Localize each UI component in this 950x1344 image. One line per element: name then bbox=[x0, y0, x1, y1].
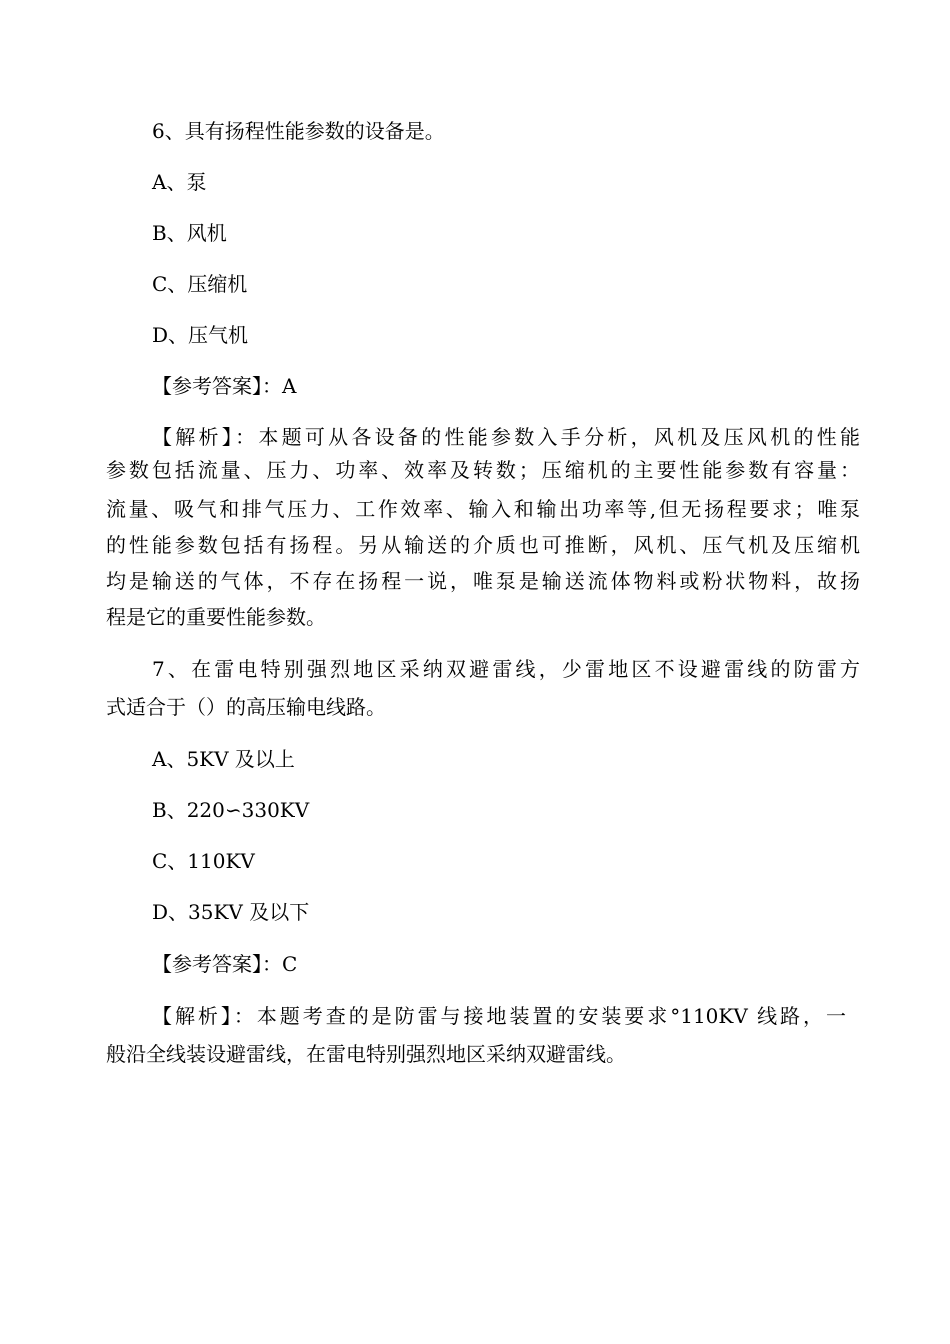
question-6-option-c: C、压缩机 bbox=[152, 272, 248, 296]
question-7-analysis-line: 般沿全线装设避雷线，在雷电特别强烈地区采纳双避雷线。 bbox=[106, 1042, 626, 1066]
question-7-option-a: A、5KV 及以上 bbox=[152, 747, 295, 771]
question-6-stem: 6、具有扬程性能参数的设备是。 bbox=[152, 119, 445, 143]
question-6-analysis-line: 程是它的重要性能参数。 bbox=[106, 605, 326, 629]
question-7-stem: 7、在雷电特别强烈地区采纳双避雷线，少雷地区不设避雷线的防雷方 bbox=[152, 657, 860, 681]
question-7-stem: 式适合于（）的高压输电线路。 bbox=[106, 695, 386, 719]
question-6-option-b: B、风机 bbox=[152, 221, 227, 245]
question-7-option-b: B、220∽330KV bbox=[152, 798, 310, 822]
question-6-option-d: D、压气机 bbox=[152, 323, 249, 347]
question-6-analysis-line: 【解析】：本题可从各设备的性能参数入手分析，风机及压风机的性能 bbox=[152, 425, 860, 449]
question-6-analysis-line: 参数包括流量、压力、功率、效率及转数；压缩机的主要性能参数有容量： bbox=[106, 458, 860, 482]
question-7-option-d: D、35KV 及以下 bbox=[152, 900, 310, 924]
question-6-analysis-line: 流量、吸气和排气压力、工作效率、输入和输出功率等,但无扬程要求；唯泵 bbox=[106, 497, 860, 521]
question-7-analysis-line: 【解析】：本题考查的是防雷与接地装置的安装要求°110KV 线路，一 bbox=[152, 1004, 846, 1028]
question-6-answer: 【参考答案】：A bbox=[152, 374, 297, 398]
question-6-analysis-line: 的性能参数包括有扬程。另从输送的介质也可推断，风机、压气机及压缩机 bbox=[106, 533, 860, 557]
question-6-analysis-line: 均是输送的气体，不存在扬程一说，唯泵是输送流体物料或粉状物料，故扬 bbox=[106, 569, 860, 593]
question-7-option-c: C、110KV bbox=[152, 849, 255, 873]
question-7-answer: 【参考答案】：C bbox=[152, 952, 298, 976]
question-6-option-a: A、泵 bbox=[152, 170, 207, 194]
